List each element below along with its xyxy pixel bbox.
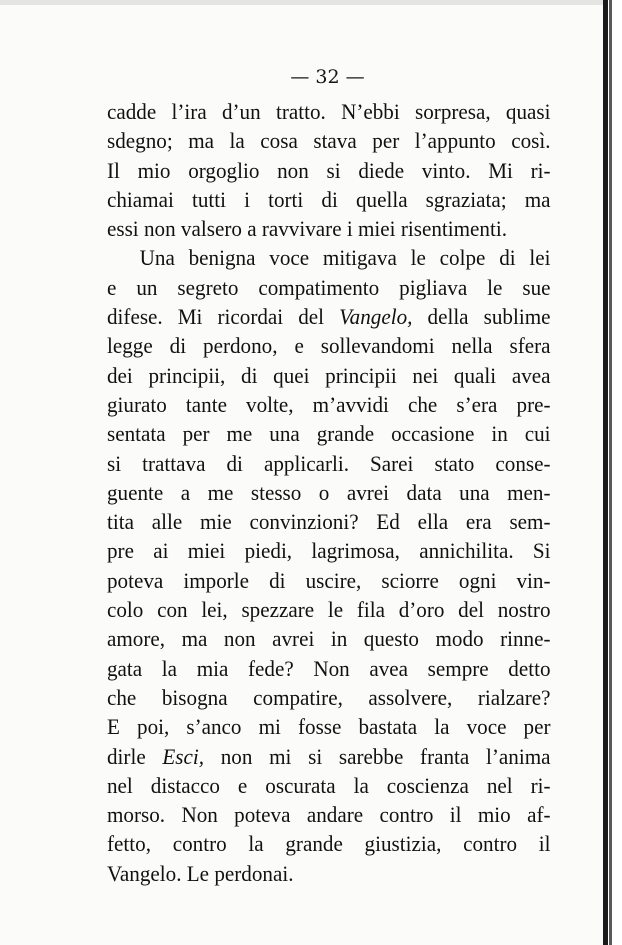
text-segment: Vangelo. Le perdonai. (107, 860, 294, 886)
text-segment: pre ai miei piedi, lagrimosa, annichilita. Si (107, 538, 551, 564)
text-line (107, 507, 551, 536)
body-text (107, 97, 551, 888)
text-line (107, 390, 551, 419)
text-segment: legge di perdono, e sollevandomi nella sfera (107, 333, 551, 359)
binding-edge-shadow (609, 0, 612, 945)
text-segment: chiamai tutti i torti di quella sgraziata; ma (107, 186, 551, 212)
text-line (107, 361, 551, 390)
text-line (107, 536, 551, 565)
text-segment: colo con lei, spezzare le fila d’oro del nostro (107, 597, 551, 623)
text-line (107, 126, 551, 155)
text-line (107, 859, 551, 888)
text-line (107, 478, 551, 507)
text-segment: Una benigna voce mitigava le colpe di lei (139, 245, 551, 271)
text-segment: fetto, contro la grande giustizia, contro il (107, 831, 551, 857)
text-line (107, 683, 551, 712)
text-segment: nel distacco e oscurata la coscienza nel ri- (107, 772, 551, 798)
text-line (107, 624, 551, 653)
text-line (107, 97, 551, 126)
text-segment: poteva imporle di uscire, sciorre ogni vin- (107, 567, 551, 593)
text-segment: difese. Mi ricordai del (107, 304, 340, 330)
text-line (107, 771, 551, 800)
binding-edge (603, 0, 608, 945)
text-segment: che bisogna compatire, assolvere, rialzare? (107, 684, 551, 710)
text-segment: sdegno; ma la cosa stava per l’appunto così. (107, 128, 551, 154)
text-segment: gata la mia fede? Non avea sempre detto (107, 655, 551, 681)
text-line (107, 654, 551, 683)
text-line (107, 566, 551, 595)
text-segment: sentata per me una grande occasione in cui (107, 421, 551, 447)
italic-text: Vangelo, (339, 304, 413, 330)
text-line (107, 156, 551, 185)
text-segment: essi non valsero a ravvivare i miei risentimenti. (107, 216, 508, 242)
text-segment: dirle (107, 743, 163, 769)
text-line (107, 829, 551, 858)
text-segment: morso. Non poteva andare contro il mio af- (107, 802, 551, 828)
text-line (107, 712, 551, 741)
text-line (107, 800, 551, 829)
text-line (107, 243, 551, 272)
text-segment: della sublime (412, 304, 551, 330)
text-line (107, 302, 551, 331)
text-segment: dei principii, di quei principii nei quali avea (107, 362, 551, 388)
text-segment: si trattava di applicarli. Sarei stato conse- (107, 450, 551, 476)
text-segment: guente a me stesso o avrei data una men- (107, 479, 551, 505)
page-top-edge (0, 0, 603, 5)
text-segment: tita alle mie convinzioni? Ed ella era sem- (107, 509, 551, 535)
text-segment: non mi si sarebbe franta l’anima (204, 743, 551, 769)
text-line (107, 331, 551, 360)
text-segment: giurato tante volte, m’avvidi che s’era pre- (107, 391, 551, 417)
text-segment: amore, ma non avrei in questo modo rinne- (107, 626, 551, 652)
text-segment: cadde l’ira d’un tratto. N’ebbi sorpresa, quasi (107, 99, 551, 124)
text-line (107, 742, 551, 771)
text-segment: Il mio orgoglio non si diede vinto. Mi ri- (107, 157, 551, 183)
text-segment: e un segreto compatimento pigliava le sue (107, 274, 551, 300)
text-segment: E poi, s’anco mi fosse bastata la voce per (107, 714, 551, 740)
text-line (107, 449, 551, 478)
italic-text: Esci, (162, 743, 205, 769)
text-line (107, 273, 551, 302)
text-line (107, 595, 551, 624)
page-number: — 32 — (290, 66, 365, 88)
text-line (107, 214, 551, 243)
text-line (107, 419, 551, 448)
text-line (107, 185, 551, 214)
